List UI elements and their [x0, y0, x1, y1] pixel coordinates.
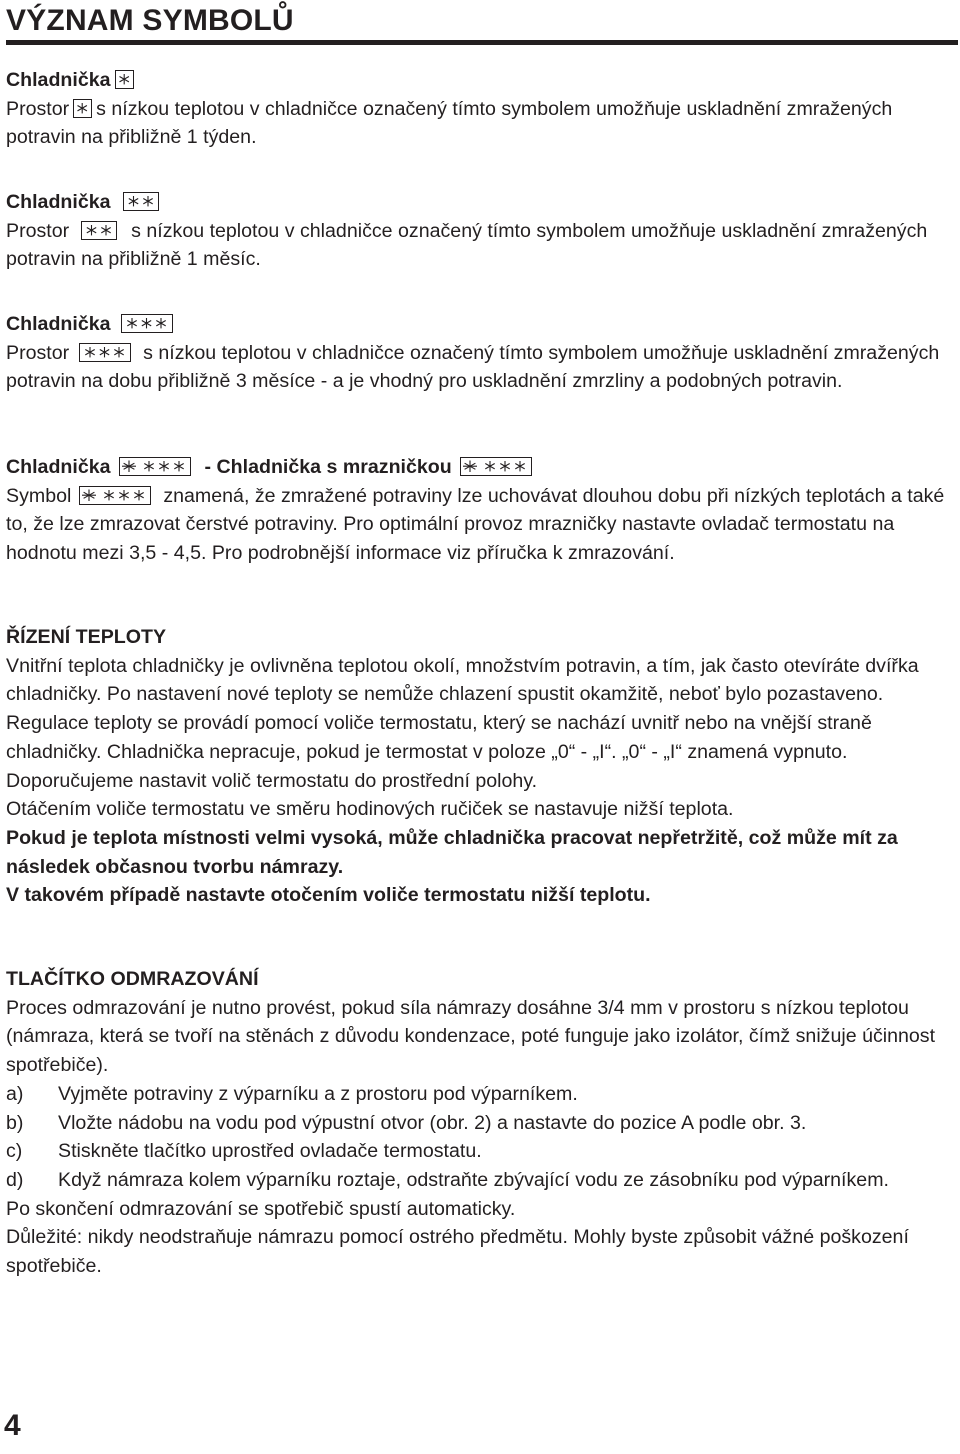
- section-description: [6, 339, 952, 396]
- section-description: [6, 482, 952, 568]
- defrost-steps-list: [6, 1080, 952, 1195]
- section-description: [6, 95, 952, 152]
- freezer-three-star-icon: [79, 343, 131, 362]
- list-item: [6, 1109, 952, 1138]
- freezer-two-star-icon: [123, 192, 159, 211]
- freezer-four-star-icon: [79, 486, 151, 505]
- heading-text: Chladnička: [6, 191, 111, 213]
- prefix-text: Symbol: [6, 484, 72, 507]
- symbol-section-four-star: [6, 453, 952, 568]
- heading-subtitle: - Chladnička s mrazničkou: [204, 456, 452, 478]
- paragraph: Doporučujeme nastavit volič termostatu do prostřední polohy.: [6, 769, 538, 792]
- section-heading: [6, 66, 952, 95]
- description-text: s nízkou teplotou v chladničce označený tímto symbolem umožňuje uskladnění zmražených potravin na přibližně 1 týden.: [6, 97, 893, 149]
- paragraph: Vnitřní teplota chladničky je ovlivněna teplotou okolí, množstvím potravin, a tím, jak často otevíráte dvířka chladničky. Po nastavení nové teploty se nemůže chlazení spustit okamžitě, neboť bylo pozastaveno. Regulace teploty se provádí pomocí voliče termostatu, který se nachází uvnitř nebo na vnější straně chladničky. Chladnička nepracuje, pokud je termostat v poloze „0“ - „I“. „0“ - „I“ znamená vypnuto.: [6, 654, 919, 763]
- description-text: s nízkou teplotou v chladničce označený tímto symbolem umožňuje uskladnění zmražených potravin na přibližně 1 měsíc.: [6, 219, 928, 271]
- list-item-text: Vložte nádobu na vodu pod výpustní otvor (obr. 2) a nastavte do pozice A podle obr. 3.: [58, 1111, 807, 1134]
- freezer-four-star-icon: [460, 457, 532, 476]
- list-item: [6, 1166, 952, 1195]
- paragraph: Důležité: nikdy neodstraňuje námrazu pomocí ostrého předmětu. Mohly byste způsobit vážné poškození spotřebiče.: [6, 1226, 909, 1278]
- list-item-text: Vyjměte potraviny z výparníku a z prostoru pod výparníkem.: [58, 1082, 578, 1105]
- freezer-one-star-icon: [115, 70, 134, 89]
- list-item: [6, 1137, 952, 1166]
- temperature-section: [6, 623, 952, 910]
- prefix-text: Prostor: [6, 97, 70, 120]
- defrost-section: [6, 965, 952, 1281]
- heading-text: Chladnička: [6, 456, 111, 478]
- description-text: s nízkou teplotou v chladničce označený tímto symbolem umožňuje uskladnění zmražených potravin na dobu přibližně 3 měsíce - a je vhodný pro uskladnění zmrzliny a podobných potravin.: [6, 341, 940, 393]
- section-heading: TLAČÍTKO ODMRAZOVÁNÍ: [6, 968, 259, 990]
- list-marker: c): [6, 1140, 23, 1163]
- symbol-section-three-star: [6, 310, 952, 396]
- freezer-four-star-icon: [119, 457, 191, 476]
- symbol-section-two-star: [6, 188, 952, 274]
- freezer-three-star-icon: [121, 314, 173, 333]
- bold-paragraph: V takovém případě nastavte otočením voliče termostatu nižší teplotu.: [6, 884, 651, 907]
- symbol-section-one-star: [6, 66, 952, 152]
- description-text: znamená, že zmražené potraviny lze uchovávat dlouhou dobu při nízkých teplotách a také to, že lze zmrazovat čerstvé potraviny. Pro optimální provoz mrazničky nastavte ovladač termostatu na hodnotu mezi 3,5 - 4,5. Pro podrobnější informace viz příručka k zmrazování.: [6, 484, 945, 565]
- list-marker: a): [6, 1082, 24, 1105]
- paragraph: Otáčením voliče termostatu ve směru hodinových ručiček se nastavuje nižší teplota.: [6, 798, 734, 821]
- section-heading: [6, 310, 952, 339]
- prefix-text: Prostor: [6, 341, 70, 364]
- section-heading: [6, 188, 952, 217]
- freezer-one-star-icon: [73, 99, 92, 118]
- section-heading: [6, 453, 952, 482]
- list-marker: b): [6, 1111, 24, 1134]
- list-item-text: Stiskněte tlačítko uprostřed ovladače termostatu.: [58, 1140, 482, 1163]
- page-title: VÝZNAM SYMBOLŮ: [6, 4, 294, 37]
- page-number: 4: [4, 1409, 21, 1442]
- section-heading: ŘÍZENÍ TEPLOTY: [6, 626, 167, 648]
- heading-text: Chladnička: [6, 313, 111, 335]
- freezer-two-star-icon: [81, 221, 117, 240]
- paragraph: Po skončení odmrazování se spotřebič spustí automaticky.: [6, 1197, 516, 1220]
- title-divider: [6, 40, 958, 45]
- list-marker: d): [6, 1168, 24, 1191]
- paragraph: Proces odmrazování je nutno provést, pokud síla námrazy dosáhne 3/4 mm v prostoru s nízkou teplotou (námraza, která se tvoří na stěnách z důvodu kondenzace, poté funguje jako izolátor, čímž snižuje účinnost spotřebiče).: [6, 996, 936, 1077]
- prefix-text: Prostor: [6, 219, 70, 242]
- bold-paragraph: Pokud je teplota místnosti velmi vysoká, může chladnička pracovat nepřetržitě, což může mít za následek občasnou tvorbu námrazy.: [6, 826, 898, 878]
- list-item-text: Když námraza kolem výparníku roztaje, odstraňte zbývající vodu ze zásobníku pod výparníkem.: [58, 1168, 889, 1191]
- section-description: [6, 217, 952, 274]
- list-item: [6, 1080, 952, 1109]
- heading-text: Chladnička: [6, 69, 111, 91]
